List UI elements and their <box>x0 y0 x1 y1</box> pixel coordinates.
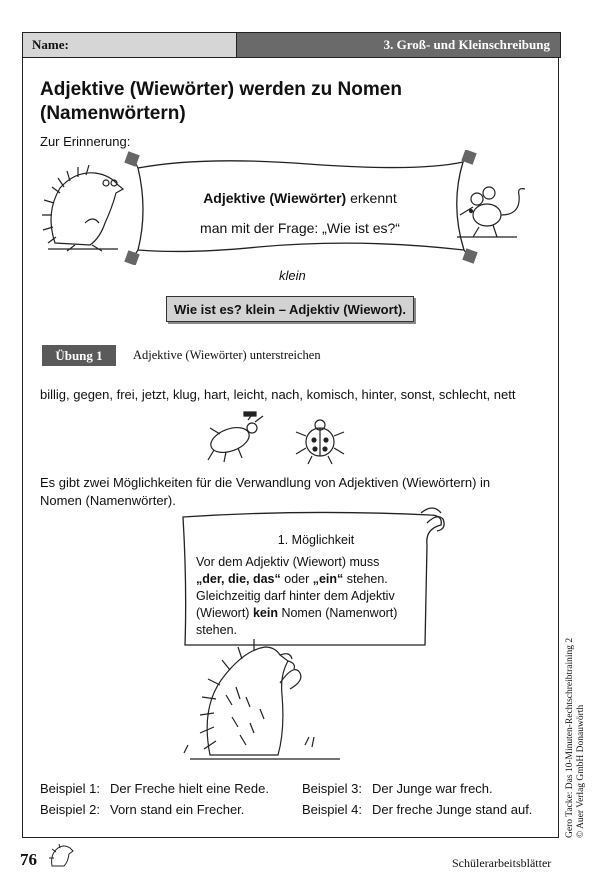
scroll-line-4: (Wiewort) kein Nomen (Namenwort) <box>196 606 398 620</box>
example-3-label: Beispiel 3: <box>302 781 362 796</box>
footer-label: Schülerarbeitsblätter <box>452 856 552 870</box>
example-1 <box>40 780 269 798</box>
hedgehog-mascot-icon <box>180 635 350 765</box>
example-4-text: Der freche Junge stand auf. <box>371 802 533 817</box>
chapter-title: 3. Groß- und Kleinschreibung <box>237 33 560 57</box>
reminder-label: Zur Erinnerung: <box>40 134 131 149</box>
example-1-label: Beispiel 1: <box>40 781 100 796</box>
reminder-line-2: man mit der Frage: „Wie ist es?“ <box>200 220 400 236</box>
example-word: klein <box>279 268 306 283</box>
scroll-line-3: Gleichzeitig darf hinter dem Adjektiv <box>196 589 395 603</box>
example-1-text: Der Freche hielt eine Rede. <box>109 781 269 796</box>
page-number: 76 <box>20 850 37 869</box>
example-2-label: Beispiel 2: <box>40 802 100 817</box>
example-3-text: Der Junge war frech. <box>371 781 493 796</box>
page-header <box>22 32 561 58</box>
intro-line-2: Nomen (Namenwörter). <box>40 493 176 508</box>
exercise-instruction: Adjektive (Wiewörter) unterstreichen <box>133 348 321 362</box>
example-2 <box>40 801 244 819</box>
page-title <box>40 78 460 126</box>
scroll-content <box>196 532 436 639</box>
example-4-label: Beispiel 4: <box>302 802 362 817</box>
example-4 <box>302 801 532 819</box>
title-line-2: (Namenwörtern) <box>40 103 186 124</box>
example-2-text: Vorn stand ein Frecher. <box>109 802 245 817</box>
beetle-icon <box>200 410 270 465</box>
ladybug-icon <box>290 412 350 467</box>
title-line-1: Adjektive (Wiewörter) werden zu Nomen <box>40 79 402 100</box>
name-label: Name: <box>23 33 237 57</box>
sidebar-line-1: Gero Tacke: Das 10-Minuten-Rechtschreibtraining 2 <box>565 637 575 838</box>
scroll-line-2: „der, die, das“ oder „ein“ stehen. <box>196 572 388 586</box>
scroll-line-1: Vor dem Adjektiv (Wiewort) muss <box>196 555 380 569</box>
sidebar-line-2: © Auer Verlag GmbH Donauwörth <box>576 704 586 838</box>
hedgehog-small-icon <box>48 842 76 870</box>
mouse-icon <box>455 185 535 245</box>
reminder-text <box>150 183 450 243</box>
exercise-words: billig, gegen, frei, jetzt, klug, hart, leicht, nach, komisch, hinter, sonst, schlecht, nett <box>40 387 516 402</box>
intro-line-1: Es gibt zwei Möglichkeiten für die Verwandlung von Adjektiven (Wiewörtern) in <box>40 475 491 490</box>
hedgehog-icon <box>40 163 125 253</box>
sidebar-credit <box>565 638 587 838</box>
scroll-heading: 1. Möglichkeit <box>277 533 355 547</box>
highlight-box: Wie ist es? klein – Adjektiv (Wiewort). <box>166 296 414 322</box>
example-3 <box>302 780 493 798</box>
reminder-line-1: Adjektive (Wiewörter) erkennt <box>203 190 397 206</box>
scroll-line-5: stehen. <box>196 623 238 637</box>
exercise-badge: Übung 1 <box>42 345 116 366</box>
